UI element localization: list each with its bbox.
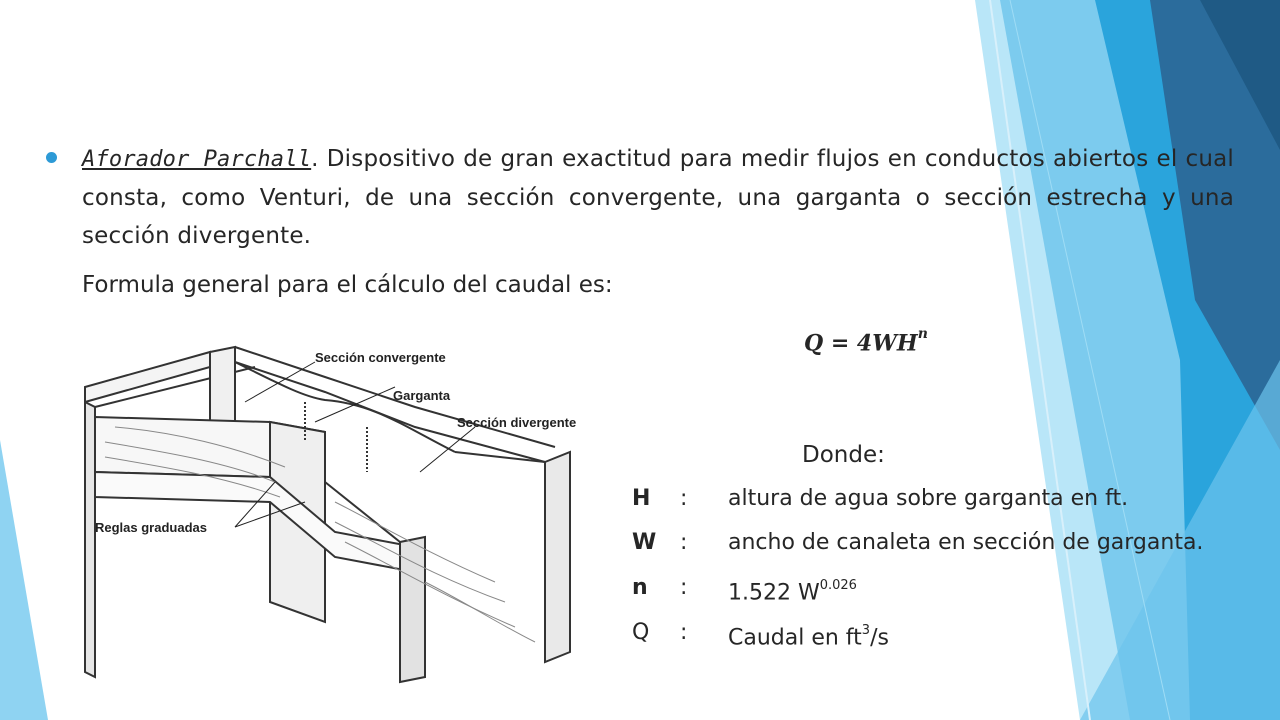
definition-n — [728, 571, 857, 610]
formula-exponent: n — [917, 326, 928, 342]
definition-h: altura de agua sobre garganta en ft. — [728, 486, 1129, 511]
definition-q — [728, 616, 889, 655]
colon: : — [680, 575, 688, 600]
flow-formula — [804, 326, 928, 357]
leader-divergent — [420, 427, 475, 472]
definition-w: ancho de canaleta en sección de garganta. — [728, 530, 1204, 555]
symbol-q: Q — [632, 620, 650, 645]
colon: : — [680, 486, 688, 511]
symbol-w: W — [632, 530, 657, 555]
divergent-top-edge — [455, 452, 545, 462]
label-graduated-gauges: Reglas graduadas — [95, 520, 207, 535]
definition-n-exponent: 0.026 — [819, 578, 857, 593]
right-end-wall — [545, 452, 570, 662]
label-convergent-section: Sección convergente — [315, 350, 446, 365]
definition-q-exponent: 3 — [861, 623, 871, 638]
formula-intro: Formula general para el cálculo del caudal es: — [82, 272, 613, 298]
donde-label: Donde: — [802, 442, 885, 468]
description-text: . Dispositivo de gran exactitud para medir flujos en conductos abiertos el cual consta, como Venturi, de una sección convergente, una garganta o sección estrecha y una sección divergente. — [82, 146, 1235, 249]
label-divergent-section: Sección divergente — [457, 415, 577, 430]
symbol-n: n — [632, 575, 648, 600]
formula-lhs: Q = 4WH — [804, 330, 918, 357]
front-divergent-wall — [400, 537, 425, 682]
left-corner-shape — [0, 440, 48, 720]
label-throat: Garganta — [393, 388, 451, 403]
bullet-point — [46, 152, 57, 163]
description-paragraph — [82, 140, 1234, 255]
symbol-h: H — [632, 486, 651, 511]
definition-q-text: Caudal en ft — [728, 625, 862, 651]
colon: : — [680, 620, 688, 645]
colon: : — [680, 530, 688, 555]
definition-n-text: 1.522 W — [728, 580, 820, 606]
parshall-flume-diagram — [75, 332, 605, 692]
back-wall — [210, 347, 235, 427]
left-wall-front — [85, 402, 95, 677]
term-aforador-parchall: Aforador Parchall — [82, 147, 312, 172]
definition-q-unit: /s — [870, 625, 889, 651]
